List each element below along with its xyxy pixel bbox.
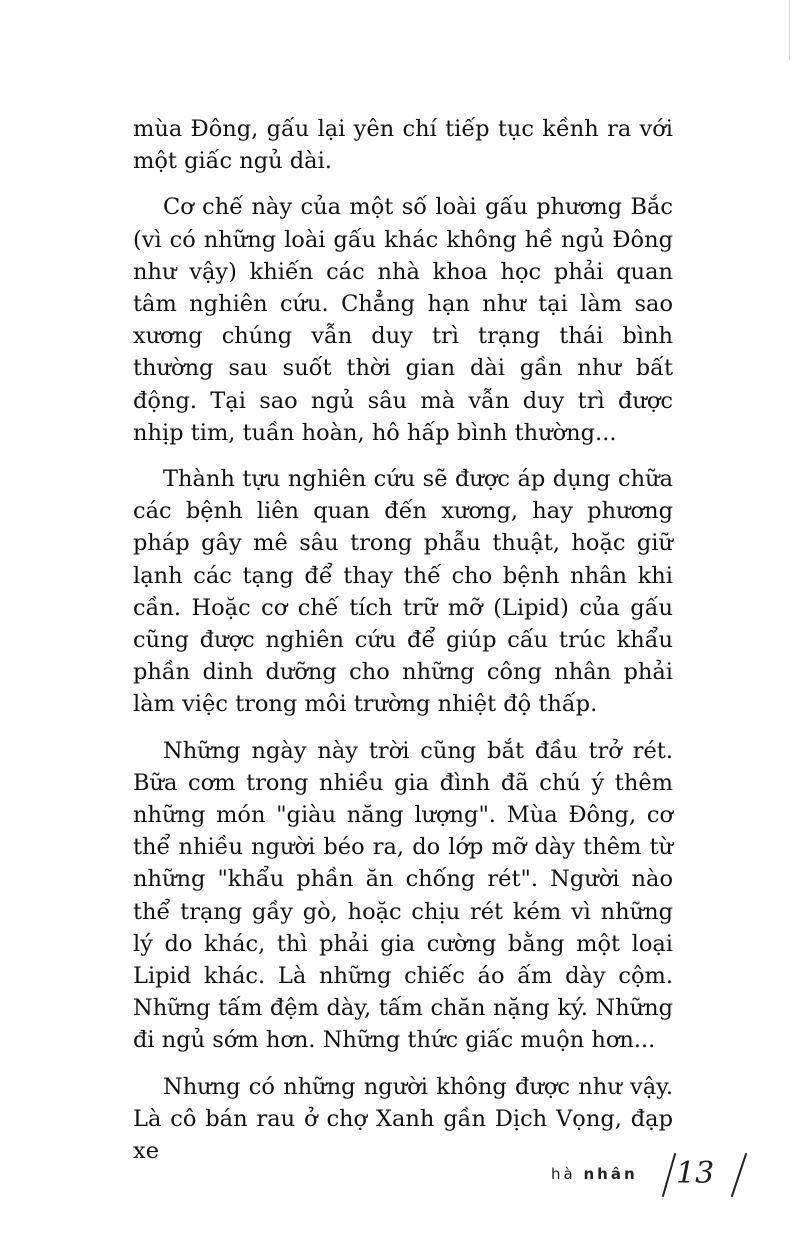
body-text — [133, 113, 673, 1181]
paragraph-4: Những ngày này trời cũng bắt đầu trở rét. Bữa cơm trong nhiều gia đình đã chú ý thêm những món "giàu năng lượng". Mùa Đông, cơ thể nhiều người béo ra, do lớp mỡ dày thêm từ những "khẩu phần ăn chống rét". Người nào thể trạng gầy gò, hoặc chịu rét kém vì những lý do khác, thì phải gia cường bằng một loại Lipid khác. Là những chiếc áo ấm dày cộm. Những tấm đệm dày, tấm chăn nặng ký. Những đi ngủ sớm hơn. Những thức giấc muộn hơn... — [133, 737, 673, 1054]
author-brand-second: nhân — [583, 1165, 638, 1183]
footer-slash-right-icon — [727, 1150, 751, 1200]
author-brand-first: hà — [551, 1165, 584, 1183]
page-edge-mark — [789, 0, 790, 60]
author-brand — [551, 1165, 638, 1183]
page-number: 13 — [676, 1156, 715, 1191]
paragraph-5: Nhưng có những người không được như vậy. Là cô bán rau ở chợ Xanh gần Dịch Vọng, đạp xe — [133, 1073, 673, 1165]
paragraph-3: Thành tựu nghiên cứu sẽ được áp dụng chữa các bệnh liên quan đến xương, hay phương pháp gây mê sâu trong phẫu thuật, hoặc giữ lạnh các tạng để thay thế cho bệnh nhân khi cần. Hoặc cơ chế tích trữ mỡ (Lipid) của gấu cũng được nghiên cứu để giúp cấu trúc khẩu phần dinh dưỡng cho những công nhân phải làm việc trong môi trường nhiệt độ thấp. — [133, 466, 673, 718]
paragraph-1: mùa Đông, gấu lại yên chí tiếp tục kềnh ra với một giấc ngủ dài. — [133, 116, 673, 175]
page-footer — [551, 1150, 781, 1200]
paragraph-2: Cơ chế này của một số loài gấu phương Bắc (vì có những loài gấu khác không hề ngủ Đông như vậy) khiến các nhà khoa học phải quan tâm nghiên cứu. Chẳng hạn như tại làm sao xương chúng vẫn duy trì trạng thái bình thường sau suốt thời gian dài gần như bất động. Tại sao ngủ sâu mà vẫn duy trì được nhịp tim, tuần hoàn, hô hấp bình thường... — [133, 194, 673, 446]
